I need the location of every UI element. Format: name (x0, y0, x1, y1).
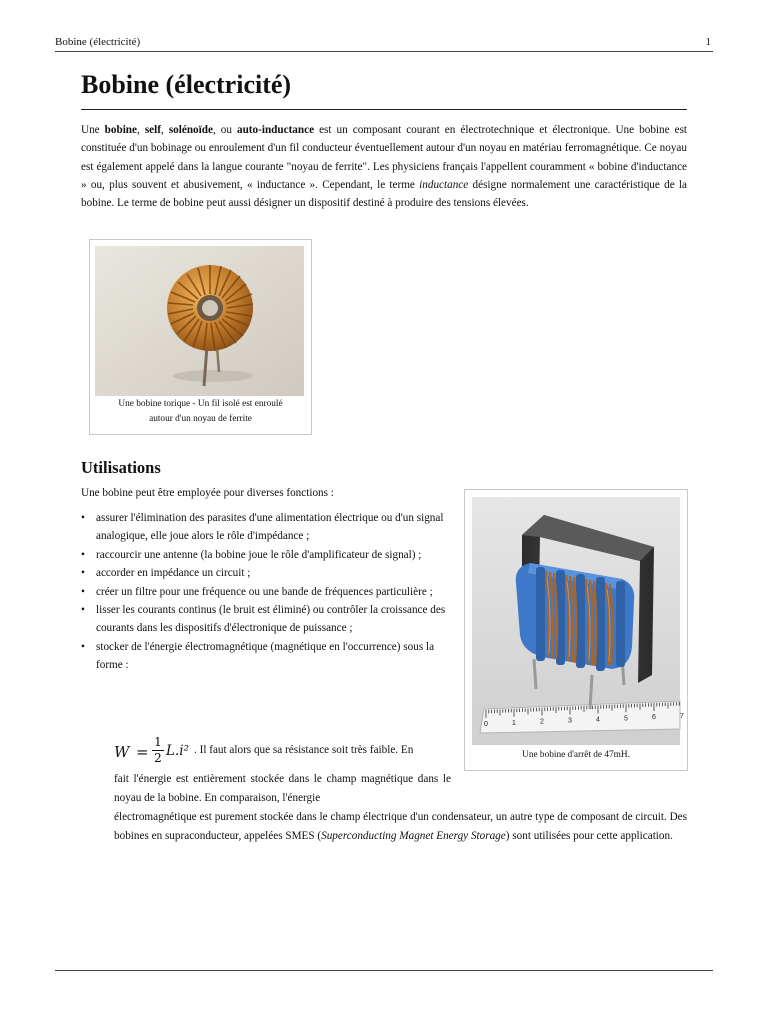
list-item: • lisser les courants continus (le bruit est éliminé) ou contrôler la croissance des courants dans les dispositifs d'électronique de puissance ; (81, 604, 446, 635)
figure-caption: Une bobine torique - Un fil isolé est enroulé autour d'un noyau de ferrite (118, 399, 283, 424)
ruler-label: 5 (624, 715, 628, 723)
section-lead: Une bobine peut être employée pour diverses fonctions : (81, 487, 334, 499)
ruler-label: 6 (652, 714, 656, 722)
section-heading-utilisations: Utilisations (81, 458, 161, 477)
figure-choke-coil (464, 489, 688, 771)
formula-continuation-wide: électromagnétique est purement stockée dans le champ électrique d'un condensateur, un autre type de composant de circuit. Des bobines en supraconducteur, appelées SMES (Superconducting Magnet Energy Storage) sont utilisées pour cette application. (114, 811, 687, 842)
choke-coil-photo (472, 497, 684, 745)
term-bobine: bobine (104, 124, 137, 136)
uses-list (81, 509, 453, 675)
list-item: • créer un filtre pour une fréquence ou une bande de fréquences particulière ; (81, 585, 433, 598)
ruler-label: 2 (540, 718, 544, 726)
list-item: • stocker de l'énergie électromagnétique (magnétique en l'occurrence) sous la forme : (81, 640, 435, 672)
list-item: • raccourcir une antenne (la bobine joue le rôle d'amplificateur de signal) ; (81, 548, 422, 561)
term-self: self (144, 124, 161, 136)
term-auto-inductance: auto-inductance (236, 124, 315, 136)
term-solenoide: solénoïde (168, 124, 213, 136)
intro-paragraph: Une bobine, self, solénoïde, ou auto-inductance est un composant courant en électrotechnique et électronique. Une bobine est constituée d'un bobinage ou enroulement d'un fil conducteur éventuellement autour d'un noyau en matériau ferromagnétique. Ce noyau est également appelé dans la langue courante "noyau de ferrite". Les physiciens français l'appellent couramment « bobine d'inductance » ou, plus souvent et abusivement, « inductance ». Cependant, le terme inductance désigne normalement une caractéristique de la bobine. Le terme de bobine peut aussi désigner un dispositif destiné à produire des tensions élevées. (81, 124, 688, 210)
ruler-label: 7 (680, 713, 684, 720)
smes-expansion: Superconducting Magnet Energy Storage (321, 829, 506, 842)
formula-continuation: fait l'énergie est entièrement stockée dans le champ magnétique dans le noyau de la bobine. En comparaison, l'énergie (114, 773, 451, 804)
page-number: 1 (705, 36, 711, 48)
ruler-label: 0 (484, 721, 488, 728)
fraction-one-half: 1 2 (152, 735, 164, 765)
toroidal-coil-photo (95, 246, 304, 396)
title-underline (81, 109, 687, 110)
term-inductance: inductance (419, 178, 469, 191)
figure-toroidal-coil (89, 239, 312, 435)
list-item: • accorder en impédance un circuit ; (81, 567, 251, 580)
ruler-label: 1 (512, 719, 516, 727)
ruler-label: 3 (568, 717, 572, 725)
running-header (55, 34, 713, 52)
energy-formula: W = 1 2 L.i² . Il faut alors que sa résistance soit très faible. En (114, 735, 414, 765)
figure-caption: Une bobine d'arrêt de 47mH. (522, 750, 630, 760)
page-title: Bobine (électricité) (81, 70, 292, 99)
list-item: • assurer l'élimination des parasites d'une alimentation électrique ou d'un signal analogique, elle joue alors le rôle d'impédance ; (81, 512, 444, 543)
footer-rule (55, 970, 713, 971)
ruler-label: 4 (596, 716, 600, 724)
header-title: Bobine (électricité) (55, 36, 141, 48)
